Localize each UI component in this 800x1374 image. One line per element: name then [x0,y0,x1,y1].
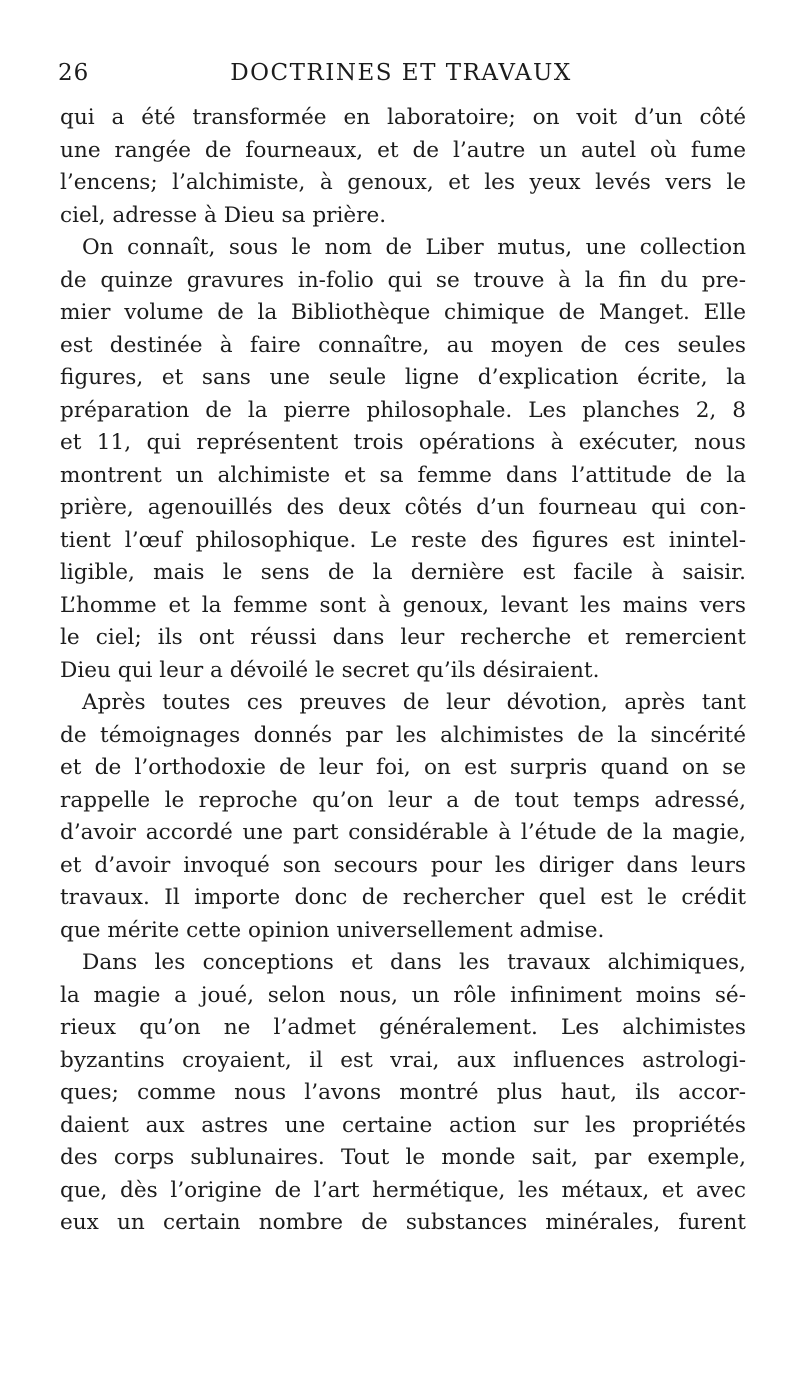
text-line: et 11, qui représentent trois opérations à exécuter, nous [60,430,746,455]
text-line: ligible, mais le sens de la dernière est facile à saisir. [60,560,746,585]
text-line: figures, et sans une seule ligne d’explication écrite, la [60,365,746,390]
text-line: des corps sublunaires. Tout le monde sait, par exemple, [60,1145,746,1170]
text-line: ques; comme nous l’avons montré plus haut, ils accor- [60,1080,746,1105]
text-line: byzantins croyaient, il est vrai, aux influences astrologi- [60,1047,746,1073]
text-line: de quinze gravures in-folio qui se trouve à la fin du pre- [60,267,746,293]
text-line: l’encens; l’alchimiste, à genoux, et les yeux levés vers le [60,170,746,195]
text-line: mier volume de la Bibliothèque chimique de Manget. Elle [60,300,746,325]
text-line: tient l’œuf philosophique. Le reste des figures est inintel- [60,527,746,553]
text-line: daient aux astres une certaine action sur les propriétés [60,1112,746,1138]
text-line: eux un certain nombre de substances minérales, furent [60,1210,746,1235]
text-line: le ciel; ils ont réussi dans leur recherche et remercient [60,625,746,650]
text-line: L’homme et la femme sont à genoux, levant les mains vers [60,592,746,618]
running-title: DOCTRINES ET TRAVAUX [230,60,572,86]
text-line: préparation de la pierre philosophale. Les planches 2, 8 [60,397,746,423]
text-line: rieux qu’on ne l’admet généralement. Les alchimistes [60,1015,746,1040]
body-text [60,102,746,1240]
text-line: est destinée à faire connaître, au moyen de ces seules [60,332,746,358]
text-line: travaux. Il importe donc de rechercher quel est le crédit [60,885,746,910]
page-number: 26 [58,60,90,86]
text-line: ciel, adresse à Dieu sa prière. [60,202,387,228]
text-line: Dieu qui leur a dévoilé le secret qu’ils désiraient. [60,657,600,683]
text-line: et d’avoir invoqué son secours pour les diriger dans leurs [60,852,746,878]
text-line: montrent un alchimiste et sa femme dans l’attitude de la [60,462,746,488]
text-line: rappelle le reproche qu’on leur a de tout temps adressé, [60,787,746,813]
text-line: qui a été transformée en laboratoire; on voit d’un côté [60,105,746,130]
text-line: de témoignages donnés par les alchimistes de la sincérité [60,722,746,748]
running-head [58,60,744,92]
text-line: que, dès l’origine de l’art hermétique, les métaux, et avec [60,1177,746,1203]
text-line: une rangée de fourneaux, et de l’autre un autel où fume [60,137,746,163]
text-line: et de l’orthodoxie de leur foi, on est surpris quand on se [60,755,746,780]
paragraph-first-line: On connaît, sous le nom de Liber mutus, une collection [82,235,746,260]
paragraph-first-line: Après toutes ces preuves de leur dévotion, après tant [82,690,746,715]
text-line: que mérite cette opinion universellement admise. [60,917,605,943]
text-line: prière, agenouillés des deux côtés d’un fourneau qui con- [60,495,746,520]
paragraph-first-line: Dans les conceptions et dans les travaux alchimiques, [82,950,746,975]
text-line: d’avoir accordé une part considérable à l’étude de la magie, [60,820,746,845]
text-line: la magie a joué, selon nous, un rôle infiniment moins sé- [60,982,746,1008]
